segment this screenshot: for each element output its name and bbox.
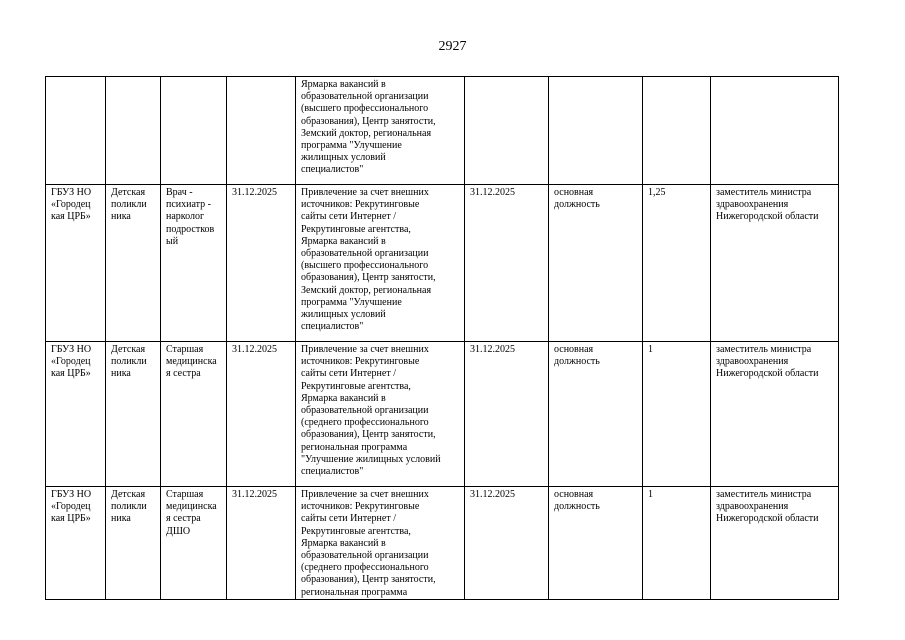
subdivision-cell: Детская поликли ника bbox=[106, 487, 161, 600]
org-cell: ГБУЗ НО «Городец кая ЦРБ» bbox=[46, 342, 106, 487]
org-cell bbox=[46, 77, 106, 185]
table-row bbox=[46, 342, 839, 487]
date2-cell bbox=[465, 77, 549, 185]
table-row bbox=[46, 487, 839, 600]
date-cell bbox=[227, 77, 296, 185]
responsible-cell bbox=[711, 77, 839, 185]
date2-cell: 31.12.2025 bbox=[465, 342, 549, 487]
rate-cell: 1 bbox=[643, 342, 711, 487]
subdivision-cell: Детская поликли ника bbox=[106, 185, 161, 342]
table-row bbox=[46, 77, 839, 185]
job-type-cell: основная должность bbox=[549, 185, 643, 342]
rate-cell: 1 bbox=[643, 487, 711, 600]
measures-cell: Привлечение за счет внешних источников: Рекрутинговые сайты сети Интернет / Рекрутинговые агентства, Ярмарка вакансий в образовательной организации (среднего профессионального образования), Центр занятости, региональная программа "Улучшение жилищных условий специалистов" bbox=[296, 342, 465, 487]
responsible-cell: заместитель министра здравоохранения Нижегородской области bbox=[711, 487, 839, 600]
table-row bbox=[46, 185, 839, 342]
job-type-cell: основная должность bbox=[549, 342, 643, 487]
position-cell: Старшая медицинска я сестра bbox=[161, 342, 227, 487]
responsible-cell: заместитель министра здравоохранения Нижегородской области bbox=[711, 185, 839, 342]
date-cell: 31.12.2025 bbox=[227, 342, 296, 487]
rate-cell bbox=[643, 77, 711, 185]
job-type-cell bbox=[549, 77, 643, 185]
position-cell: Врач - психиатр - нарколог подростков ый bbox=[161, 185, 227, 342]
measures-cell: Привлечение за счет внешних источников: Рекрутинговые сайты сети Интернет / Рекрутинговые агентства, Ярмарка вакансий в образовательной организации (среднего профессионального образования), Центр занятости, региональная программа bbox=[296, 487, 465, 600]
subdivision-cell: Детская поликли ника bbox=[106, 342, 161, 487]
date-cell: 31.12.2025 bbox=[227, 185, 296, 342]
date2-cell: 31.12.2025 bbox=[465, 487, 549, 600]
vacancy-table bbox=[45, 76, 839, 600]
subdivision-cell bbox=[106, 77, 161, 185]
org-cell: ГБУЗ НО «Городец кая ЦРБ» bbox=[46, 487, 106, 600]
date2-cell: 31.12.2025 bbox=[465, 185, 549, 342]
rate-cell: 1,25 bbox=[643, 185, 711, 342]
org-cell: ГБУЗ НО «Городец кая ЦРБ» bbox=[46, 185, 106, 342]
measures-cell: Ярмарка вакансий в образовательной организации (высшего профессионального образования), Центр занятости, Земский доктор, региональная программа "Улучшение жилищных условий специалистов" bbox=[296, 77, 465, 185]
responsible-cell: заместитель министра здравоохранения Нижегородской области bbox=[711, 342, 839, 487]
measures-cell: Привлечение за счет внешних источников: Рекрутинговые сайты сети Интернет / Рекрутинговые агентства, Ярмарка вакансий в образовательной организации (высшего профессионального образования), Центр занятости, Земский доктор, региональная программа "Улучшение жилищных условий специалистов" bbox=[296, 185, 465, 342]
date-cell: 31.12.2025 bbox=[227, 487, 296, 600]
position-cell bbox=[161, 77, 227, 185]
position-cell: Старшая медицинска я сестра ДШО bbox=[161, 487, 227, 600]
page-number: 2927 bbox=[438, 39, 467, 54]
job-type-cell: основная должность bbox=[549, 487, 643, 600]
